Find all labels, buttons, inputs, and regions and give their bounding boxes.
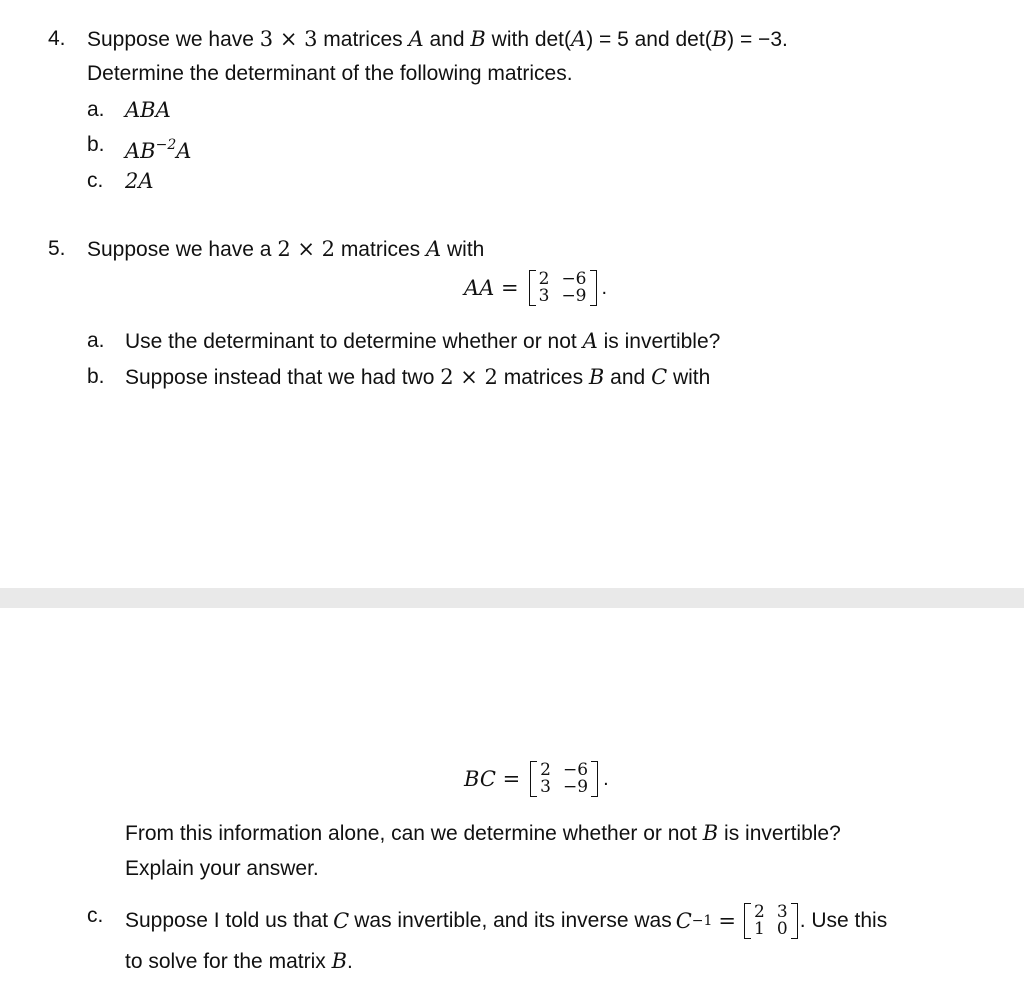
aa-equation-lhs: AA = (464, 276, 519, 300)
q4-line2: Determine the determinant of the following matrices. (87, 62, 573, 85)
q4-item-c-expr: 2A (125, 169, 154, 193)
right-bracket (591, 761, 598, 797)
q5-item-c-line2: to solve for the matrix B. (125, 949, 353, 973)
page-bottom (0, 608, 1024, 1005)
matrix-cell: 1 (754, 919, 765, 939)
matrix-cell: −9 (561, 286, 587, 306)
left-bracket (744, 903, 751, 939)
q4-number: 4. (48, 27, 66, 50)
matrix-cell: 2 (538, 269, 550, 289)
period: . (603, 767, 609, 790)
bc-question-line2: Explain your answer. (125, 857, 319, 880)
matrix-cell: −6 (561, 269, 587, 289)
q4-item-c-label: c. (87, 169, 104, 192)
q5-item-c-label: c. (87, 904, 104, 927)
matrix-cell: −6 (563, 760, 589, 780)
bc-matrix (530, 761, 598, 797)
bc-equation-lhs: BC = (464, 767, 521, 791)
q4-item-b-expr: $AB^{-2}A$ (125, 137, 192, 163)
aa-equation (464, 270, 607, 306)
q5-number: 5. (48, 237, 66, 260)
bc-equation (464, 761, 609, 797)
q5-item-b-text: Suppose instead that we had two 2 × 2 matrices B and C with (125, 365, 711, 389)
q4-line1: Suppose we have 3 × 3 matrices A and B with det(A) = 5 and det(B) = −3. (87, 27, 788, 51)
q5-item-c-line1: Suppose I told us that C was invertible, and its inverse was C −1 = 2 3 1 0 . Use this (125, 902, 888, 939)
c-inverse-matrix (744, 903, 798, 939)
matrix-cell: 2 (754, 902, 765, 922)
q5-line1: Suppose we have a 2 × 2 matrices A with (87, 237, 485, 261)
matrix-cell: 3 (538, 286, 550, 306)
page-break (0, 588, 1024, 608)
bc-question-line1: From this information alone, can we determine whether or not B is invertible? (125, 821, 841, 845)
period: . (601, 276, 608, 299)
matrix-cell: 2 (540, 760, 551, 780)
matrix-cell: 3 (540, 777, 551, 797)
matrix-cell: 3 (776, 902, 788, 922)
q5-item-a-text: Use the determinant to determine whether or not A is invertible? (125, 329, 721, 353)
left-bracket (529, 270, 536, 306)
right-bracket (791, 903, 798, 939)
matrix-cell: −9 (563, 777, 589, 797)
right-bracket (590, 270, 597, 306)
left-bracket (530, 761, 537, 797)
q5-item-a-label: a. (87, 329, 105, 352)
q4-item-a-expr: ABA (125, 98, 171, 122)
q4-item-a-label: a. (87, 98, 105, 121)
q4-item-b-label: b. (87, 133, 105, 156)
aa-matrix (529, 270, 597, 306)
matrix-cell: 0 (776, 919, 788, 939)
q5-item-b-label: b. (87, 365, 105, 388)
